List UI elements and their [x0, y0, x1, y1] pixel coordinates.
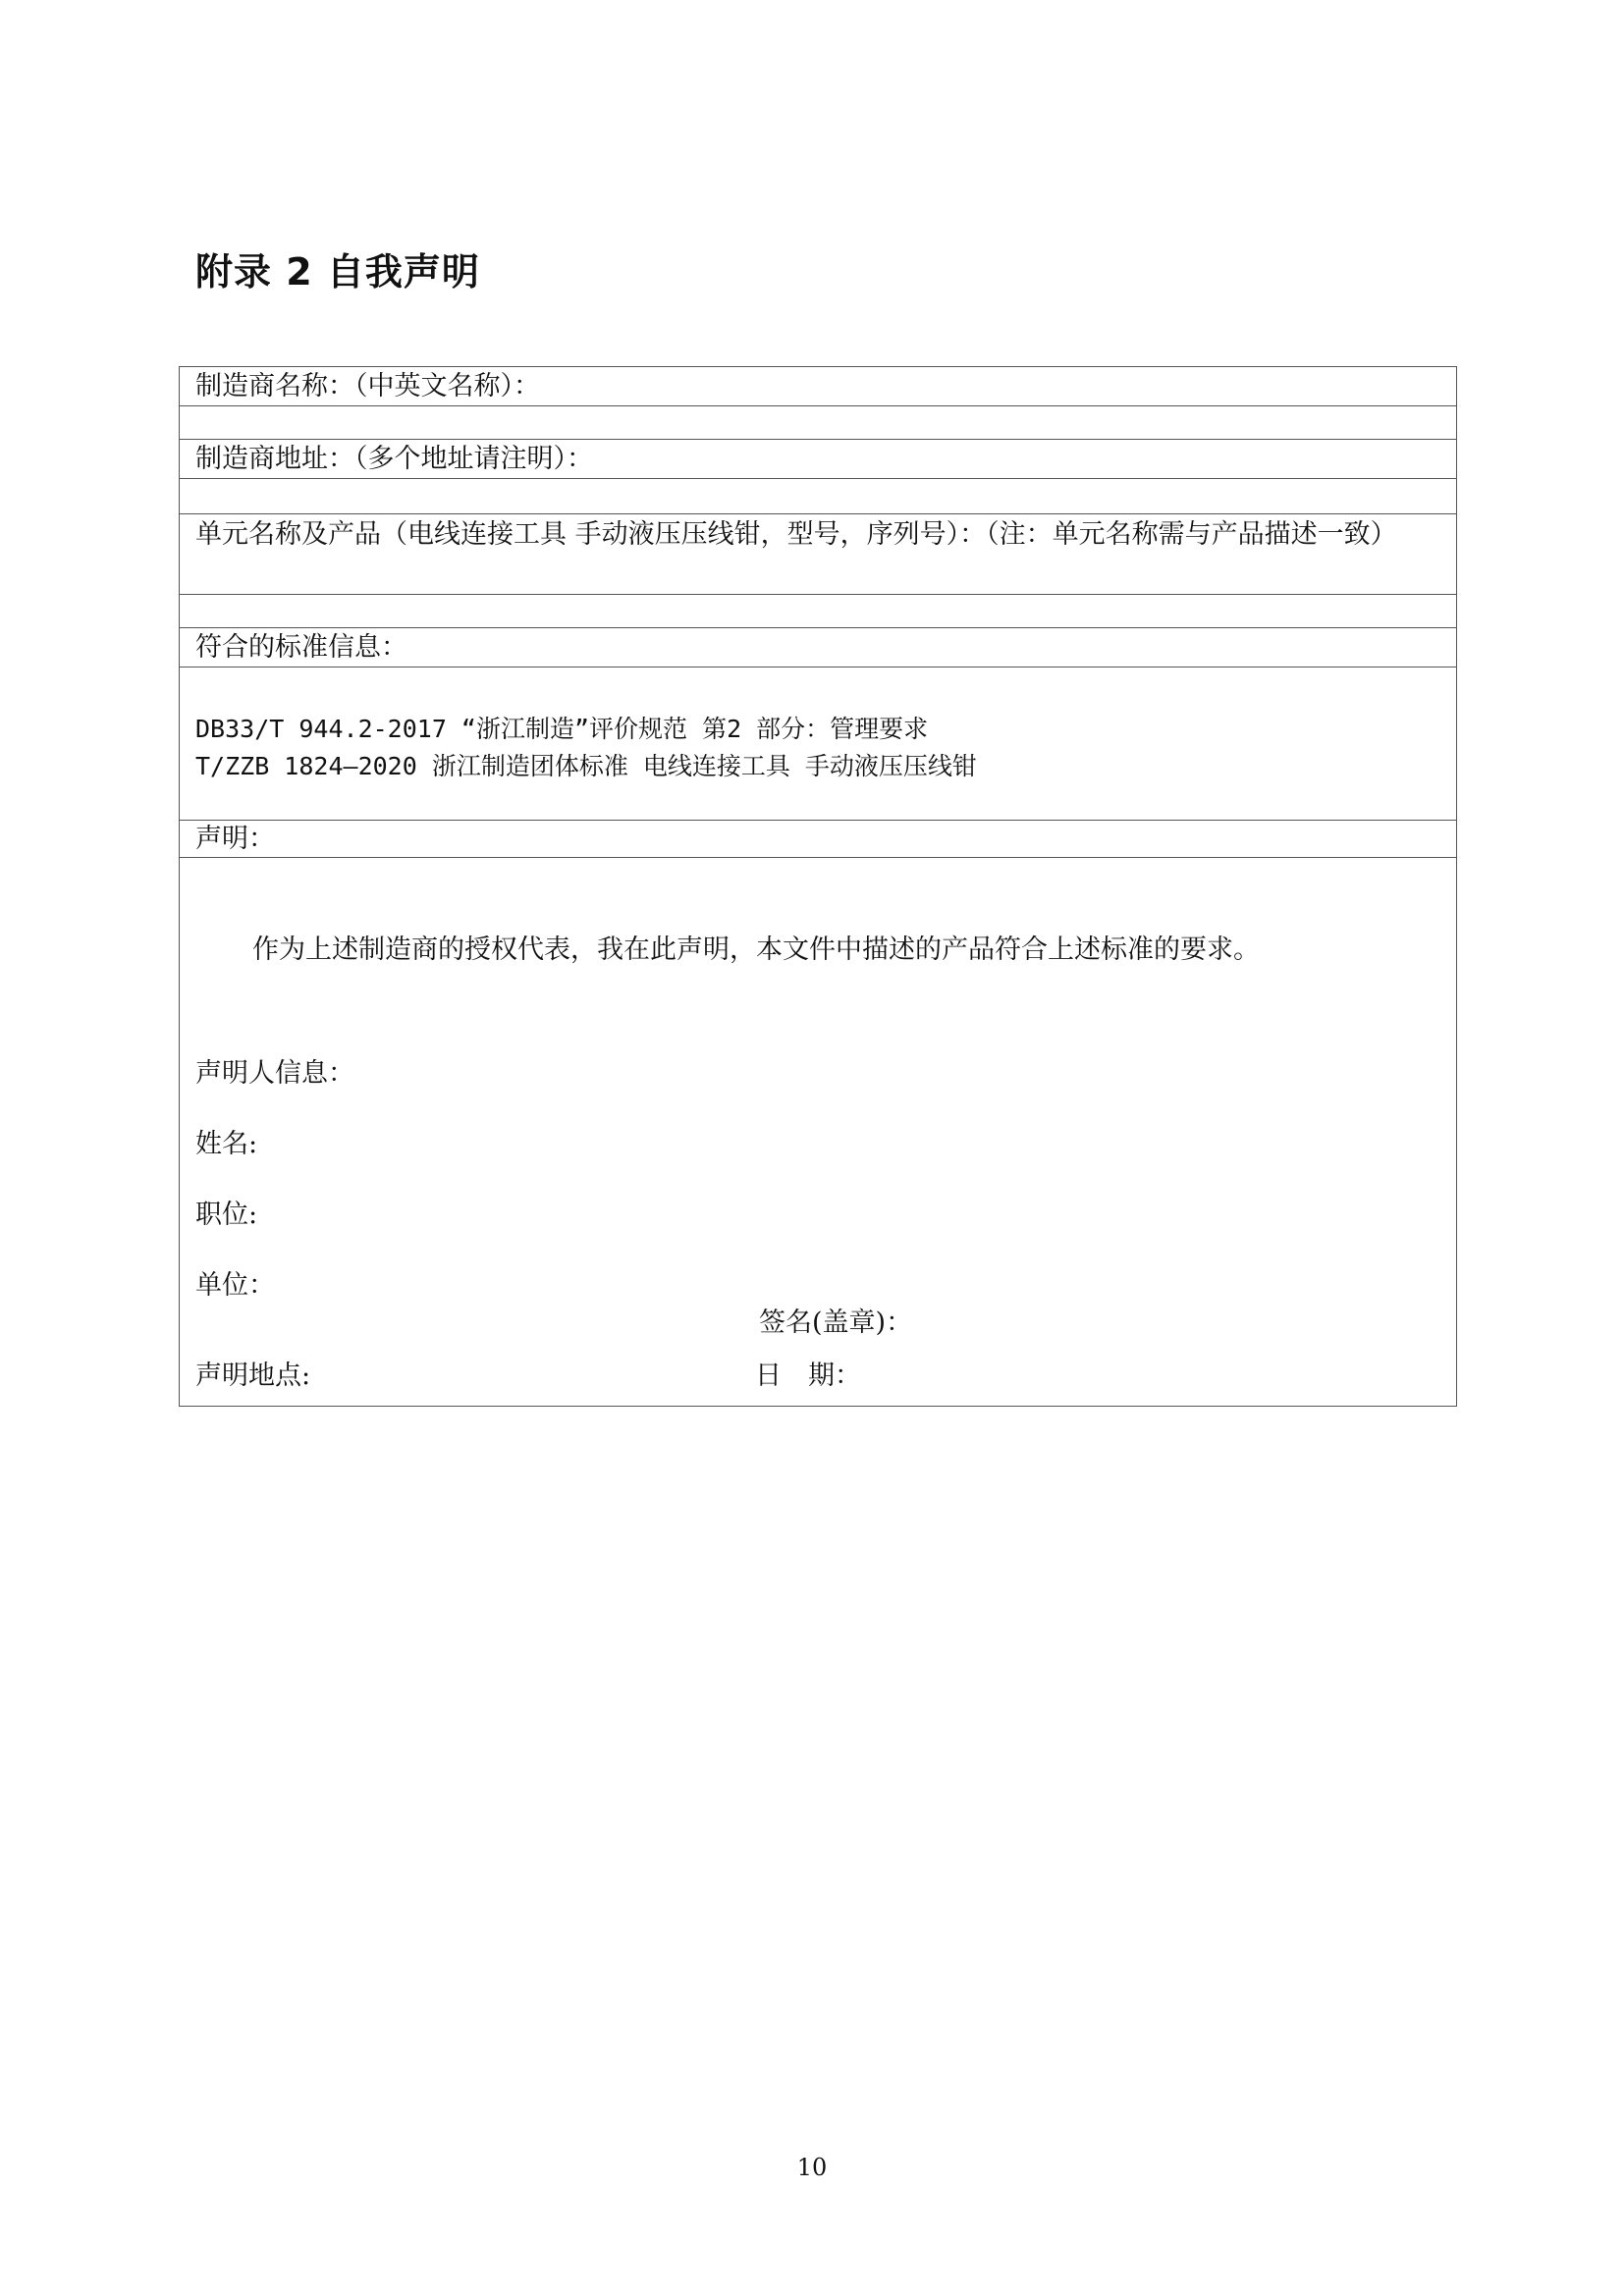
unit-name-row [180, 514, 1456, 595]
declarant-unit-label: 单位： [195, 1270, 275, 1301]
manufacturer-name-label: 制造商名称：（中英文名称）： [195, 371, 540, 401]
signature-label: 签名(盖章)： [759, 1308, 913, 1338]
standards-list [180, 667, 1456, 821]
declarant-position-label: 职位: [195, 1200, 258, 1230]
manufacturer-name-field[interactable] [180, 406, 1456, 440]
self-declaration-form [179, 366, 1457, 1407]
declaration-date-label: 日 期： [755, 1361, 861, 1391]
declaration-text: 作为上述制造商的授权代表，我在此声明，本文件中描述的产品符合上述标准的要求。 [252, 934, 1260, 965]
declarant-info-label: 声明人信息： [195, 1058, 354, 1089]
manufacturer-address-field[interactable] [180, 479, 1456, 514]
page-number: 10 [796, 2154, 828, 2181]
standard-info-label: 符合的标准信息： [195, 632, 407, 663]
manufacturer-address-label: 制造商地址：（多个地址请注明）： [195, 444, 593, 474]
standard-info-row [180, 628, 1456, 667]
declaration-header-row [180, 821, 1456, 858]
declaration-label: 声明： [195, 824, 275, 854]
manufacturer-address-row [180, 440, 1456, 479]
manufacturer-name-row [180, 367, 1456, 406]
standard-item: DB33/T 944.2-2017 “浙江制造”评价规范 第2 部分：管理要求 [195, 715, 929, 743]
declarant-name-label: 姓名: [195, 1129, 258, 1159]
unit-name-label: 单元名称及产品（电线连接工具 手动液压压线钳，型号，序列号）：（注：单元名称需与产品描述一致） [195, 519, 1397, 550]
declaration-body [180, 858, 1456, 1406]
page-title: 附录 2 自我声明 [195, 250, 480, 294]
declaration-place-label: 声明地点: [195, 1361, 311, 1391]
unit-name-field[interactable] [180, 595, 1456, 628]
standard-item: T/ZZB 1824—2020 浙江制造团体标准 电线连接工具 手动液压压线钳 [195, 752, 977, 780]
